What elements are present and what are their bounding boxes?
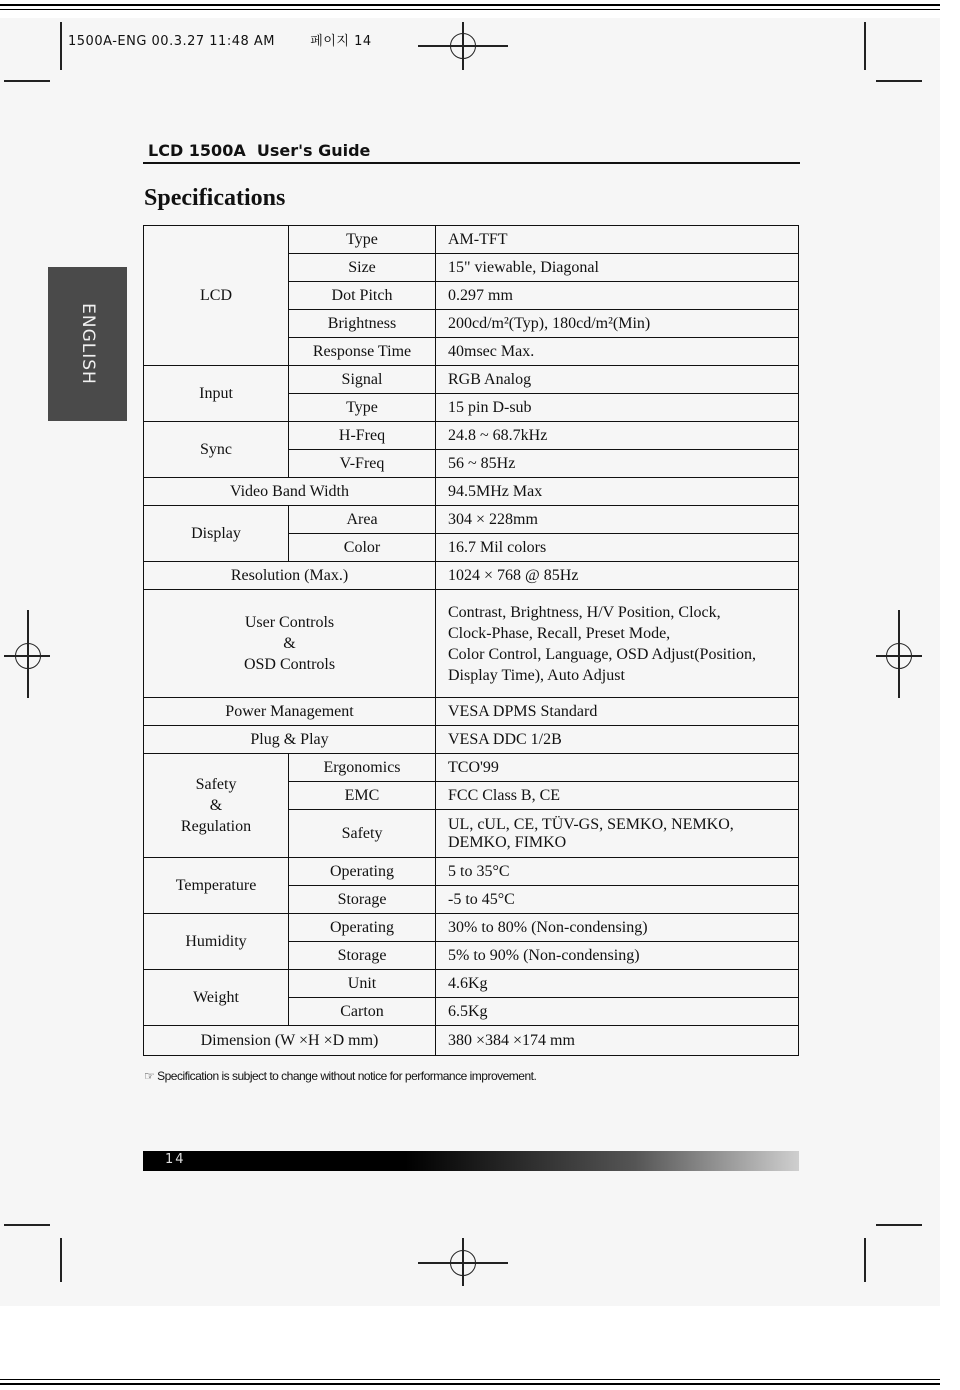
spec-value: RGB Analog: [436, 366, 799, 394]
table-row: [144, 562, 799, 590]
spec-value: 5 to 35°C: [436, 858, 799, 886]
spec-name: Response Time: [289, 338, 436, 366]
registration-mark-top: [450, 33, 476, 59]
controls-value-line: Contrast, Brightness, H/V Position, Clock,: [448, 603, 721, 621]
bottom-rule: [0, 1383, 940, 1385]
spec-name-controls: [144, 590, 436, 698]
safety-value-line: UL, cUL, CE, TÜV-GS, SEMKO, NEMKO,: [448, 815, 734, 833]
spec-value: 304 × 228mm: [436, 506, 799, 534]
print-header: [68, 30, 372, 49]
controls-value-line: Display Time), Auto Adjust: [448, 666, 625, 684]
spec-value: 24.8 ~ 68.7kHz: [436, 422, 799, 450]
doc-title: LCD 1500A User's Guide: [148, 141, 371, 160]
group-label-lcd: LCD: [144, 226, 289, 366]
spec-name: Brightness: [289, 310, 436, 338]
spec-value: 16.7 Mil colors: [436, 534, 799, 562]
bottom-rule-thin: [0, 1379, 940, 1380]
table-row: [144, 366, 799, 394]
spec-value: 380 ×384 ×174 mm: [436, 1026, 799, 1056]
group-label-humidity: Humidity: [144, 914, 289, 970]
spec-name: Color: [289, 534, 436, 562]
spec-name: Dot Pitch: [289, 282, 436, 310]
table-row: [144, 1026, 799, 1056]
spec-value: VESA DPMS Standard: [436, 698, 799, 726]
page-ref: 페이지 14: [310, 34, 372, 49]
top-rule: [0, 4, 940, 6]
safety-label-line: Safety: [195, 776, 237, 793]
table-row: [144, 970, 799, 998]
spec-value: 6.5Kg: [436, 998, 799, 1026]
spec-name: Signal: [289, 366, 436, 394]
spec-name: V-Freq: [289, 450, 436, 478]
footer-bar: [143, 1151, 799, 1171]
top-rule-thin: [0, 9, 940, 10]
spec-name: Type: [289, 394, 436, 422]
spec-value: [436, 810, 799, 858]
controls-label-line: User Controls: [244, 614, 335, 631]
doc-title-rule: [143, 162, 800, 164]
group-label-display: Display: [144, 506, 289, 562]
spec-name: Type: [289, 226, 436, 254]
crop-mark-tr-v: [864, 22, 866, 70]
table-row: [144, 478, 799, 506]
spec-name: Size: [289, 254, 436, 282]
spec-value: VESA DDC 1/2B: [436, 726, 799, 754]
spec-value: -5 to 45°C: [436, 886, 799, 914]
footnote: ☞ Specification is subject to change without notice for performance improvement.: [144, 1069, 537, 1083]
safety-label-line: &: [209, 797, 223, 814]
controls-label-line: OSD Controls: [243, 656, 336, 673]
spec-name: Resolution (Max.): [144, 562, 436, 590]
spec-name: Carton: [289, 998, 436, 1026]
spec-name: Operating: [289, 914, 436, 942]
spec-value: 5% to 90% (Non-condensing): [436, 942, 799, 970]
table-row: [144, 858, 799, 886]
spec-value: 15" viewable, Diagonal: [436, 254, 799, 282]
spec-value-controls: [436, 590, 799, 698]
spec-value: FCC Class B, CE: [436, 782, 799, 810]
crop-mark-tl-h: [4, 80, 50, 82]
spec-name: Storage: [289, 886, 436, 914]
spec-value: 30% to 80% (Non-condensing): [436, 914, 799, 942]
spec-name: H-Freq: [289, 422, 436, 450]
spec-value: 94.5MHz Max: [436, 478, 799, 506]
crop-mark-tl-v: [60, 22, 62, 70]
spec-value: AM-TFT: [436, 226, 799, 254]
group-label-safety: [144, 754, 289, 858]
controls-value-line: Clock-Phase, Recall, Preset Mode,: [448, 624, 671, 642]
group-label-input: Input: [144, 366, 289, 422]
table-row: [144, 914, 799, 942]
table-row: [144, 754, 799, 782]
table-row: [144, 506, 799, 534]
spec-name: Operating: [289, 858, 436, 886]
spec-value: 56 ~ 85Hz: [436, 450, 799, 478]
language-tab-label: ENGLISH: [77, 303, 98, 385]
controls-label-line: &: [283, 635, 296, 652]
spec-name: Safety: [289, 810, 436, 858]
registration-mark-left: [15, 643, 41, 669]
spec-value: 200cd/m²(Typ), 180cd/m²(Min): [436, 310, 799, 338]
spec-value: 15 pin D-sub: [436, 394, 799, 422]
spec-name: Ergonomics: [289, 754, 436, 782]
registration-mark-bottom: [450, 1250, 476, 1276]
page-number: 14: [165, 1152, 186, 1167]
spec-value: 0.297 mm: [436, 282, 799, 310]
group-label-weight: Weight: [144, 970, 289, 1026]
spec-value: 1024 × 768 @ 85Hz: [436, 562, 799, 590]
spec-name: Power Management: [144, 698, 436, 726]
spec-value: 4.6Kg: [436, 970, 799, 998]
spec-name: Storage: [289, 942, 436, 970]
table-row: [144, 726, 799, 754]
spec-value: TCO'99: [436, 754, 799, 782]
group-label-sync: Sync: [144, 422, 289, 478]
spec-name: EMC: [289, 782, 436, 810]
crop-mark-br-h: [876, 1224, 922, 1226]
table-row: [144, 698, 799, 726]
crop-mark-bl-h: [4, 1224, 50, 1226]
language-tab: [48, 267, 127, 421]
spec-value: 40msec Max.: [436, 338, 799, 366]
section-title: Specifications: [144, 185, 286, 211]
table-row: [144, 590, 799, 698]
safety-label-line: Regulation: [180, 818, 252, 835]
registration-mark-right: [886, 643, 912, 669]
file-info: 1500A-ENG 00.3.27 11:48 AM: [68, 34, 275, 49]
crop-mark-tr-h: [876, 80, 922, 82]
spec-name: Area: [289, 506, 436, 534]
crop-mark-br-v: [864, 1238, 866, 1282]
table-row: [144, 226, 799, 254]
controls-value-line: Color Control, Language, OSD Adjust(Position,: [448, 645, 756, 663]
spec-name: Video Band Width: [144, 478, 436, 506]
spec-name: Unit: [289, 970, 436, 998]
table-row: [144, 422, 799, 450]
spec-table: [143, 225, 799, 1056]
safety-value-line: DEMKO, FIMKO: [448, 833, 567, 851]
crop-mark-bl-v: [60, 1238, 62, 1282]
spec-name: Dimension (W ×H ×D mm): [144, 1026, 436, 1056]
spec-name: Plug & Play: [144, 726, 436, 754]
group-label-temperature: Temperature: [144, 858, 289, 914]
